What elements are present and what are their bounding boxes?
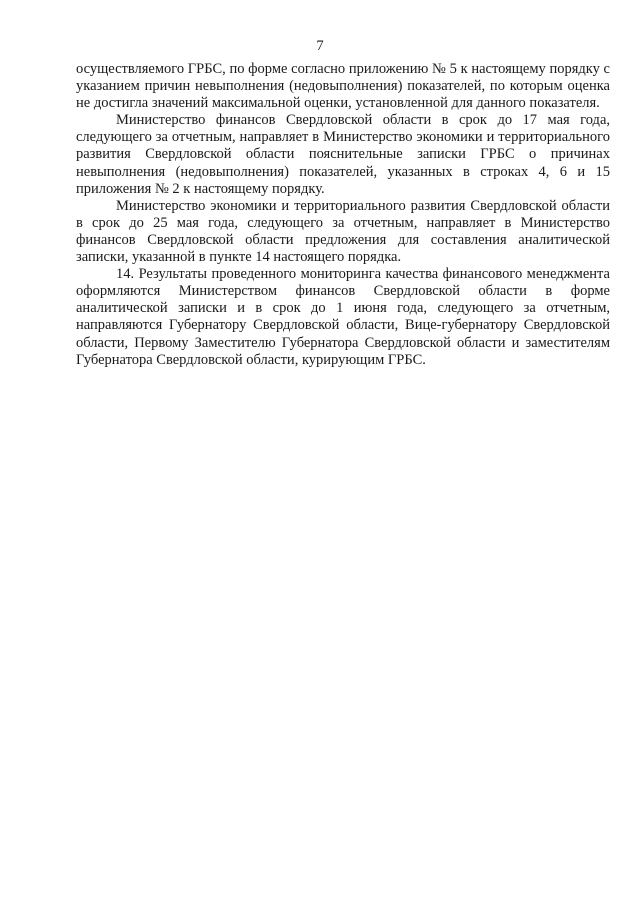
paragraph-item-14-results: 14. Результаты проведенного мониторинга качества финансового менеджмента оформляются Министерством финансов Свердловской области в форме аналитической записки и в срок до 1 июня года, следующего за отчетным, направляются Губернатору Свердловской области, Вице-губернатору Свердловской области, Первому Заместителю Губернатора Свердловской области и заместителям Губернатора Свердловской области, курирующим ГРБС. <box>76 266 610 368</box>
paragraph-continuation: осуществляемого ГРБС, по форме согласно приложению № 5 к настоящему порядку с указанием причин невыполнения (недовыполнения) показателей, по которым оценка не достигла значений максимальной оценки, установленной для данного показателя. <box>76 61 610 112</box>
page-number: 7 <box>316 38 324 54</box>
document-body <box>76 61 610 369</box>
paragraph-minfin-explanatory-notes: Министерство финансов Свердловской области в срок до 17 мая года, следующего за отчетным, направляет в Министерство экономики и территориального развития Свердловской области пояснительные записки ГРБС о причинах невыполнения (недовыполнения) показателей, указанных в строках 4, 6 и 15 приложения № 2 к настоящему порядку. <box>76 112 610 197</box>
paragraph-mineconomy-proposals: Министерство экономики и территориального развития Свердловской области в срок до 25 мая года, следующего за отчетным, направляет в Министерство финансов Свердловской области предложения для составления аналитической записки, указанной в пункте 14 настоящего порядка. <box>76 197 610 266</box>
